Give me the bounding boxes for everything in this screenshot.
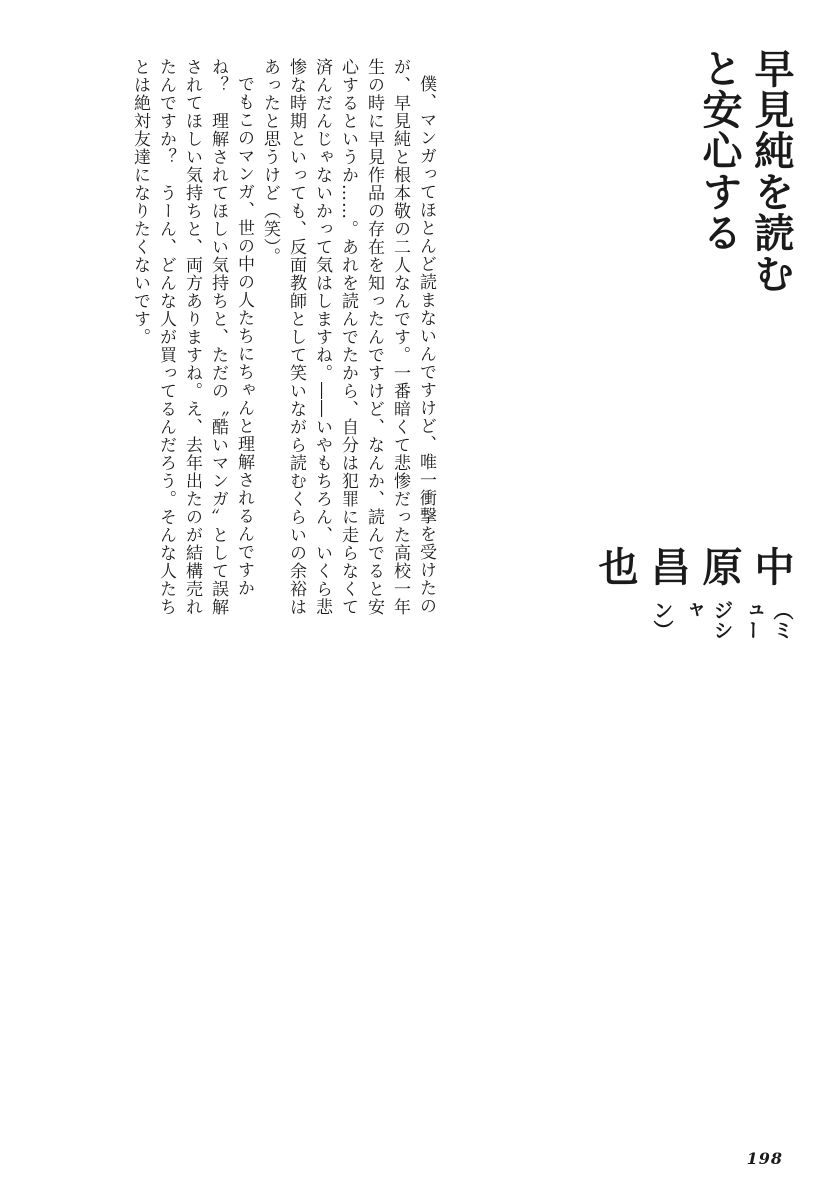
article-body: [69, 58, 439, 618]
article-headline: 早見純を読むと安心する: [696, 48, 794, 294]
byline: [589, 306, 797, 648]
body-paragraph: でもこのマンガ、世の中の人たちにちゃんと理解されるんですかね？ 理解されてほしい気持ちと、ただの〝酷いマンガ〟として誤解されてほしい気持ちと、両方ありますね。え、去年出たのが結構売れたんですか？ うーん、どんな人が買ってるんだろう。そんな人たちとは絶対友達になりたくないです。: [130, 58, 254, 616]
author-occupation: （ミュージシャン）: [650, 599, 794, 640]
author-name: 中原昌也: [592, 546, 794, 589]
body-paragraph: 僕、マンガってほとんど読まないんですけど、唯一衝撃を受けたのが、早見純と根本敬の二人なんです。一番暗くて悲惨だった高校一年生の時に早見作品の存在を知ったんですけど、なんか、読んでると安心するというか……。あれを読んでたから、自分は犯罪に走らなくて済んだんじゃないかって気はしますね。――いやもちろん、いくら悲惨な時期といっても、反面教師として笑いながら読むくらいの余裕はあったと思うけど（笑）。: [260, 58, 436, 616]
page-number: 198: [746, 1149, 783, 1168]
article-heading: [583, 48, 797, 648]
